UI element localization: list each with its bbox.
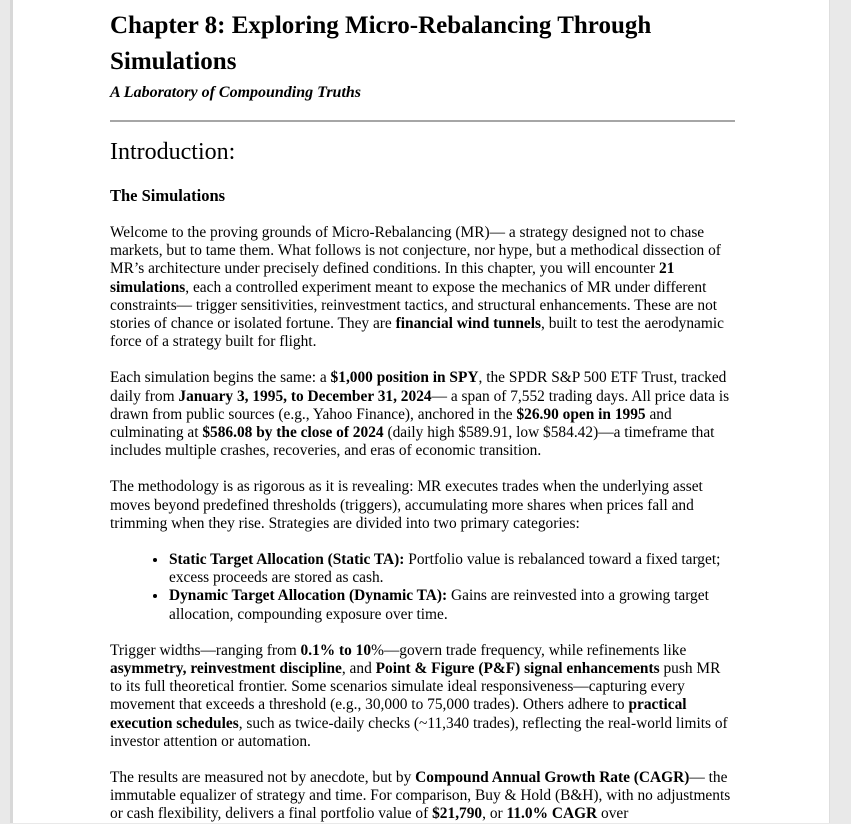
bullet-list [110, 551, 735, 624]
paragraph [110, 224, 735, 351]
paragraph [110, 369, 735, 460]
text-run: , built to test the aerodynamic force of a strategy built for flight. [110, 315, 724, 351]
text-run: Each simulation begins the same: a [110, 369, 331, 387]
bold-text: practical execution schedules [110, 696, 687, 732]
text-run: Portfolio value is rebalanced toward a fixed target; excess proceeds are stored as cash. [169, 551, 721, 587]
chapter-subtitle: A Laboratory of Compounding Truths [110, 84, 362, 101]
text-run: — the immutable equalizer of strategy and time. For comparison, Buy & Hold (B&H), with no adjustments or cash flexibility, delivers a final portfolio value of [110, 769, 731, 823]
chapter-title: Chapter 8: Exploring Micro-Rebalancing Through Simulations [110, 12, 652, 75]
text-run: , and [341, 660, 376, 678]
bold-text: $1,000 position in SPY [330, 369, 479, 387]
document-page [10, 0, 830, 823]
text-run: , the SPDR S&P 500 ETF Trust, tracked daily from [110, 369, 727, 405]
text-run: , or [482, 805, 507, 823]
section-heading: Introduction: [110, 139, 236, 165]
text-run: Trigger widths—ranging from [110, 641, 301, 659]
text-run: , each a controlled experiment meant to expose the mechanics of MR under different constraints— trigger sensitivities, reinvestment tactics, and structural enhancements. These are not stories of chance or isolated fortune. They are [110, 278, 718, 333]
bold-text: asymmetry, reinvestment discipline [110, 660, 342, 678]
document-body [110, 224, 735, 824]
bullet-item [168, 551, 735, 587]
bold-text: $26.90 open in 1995 [516, 405, 646, 423]
bold-text: Static Target Allocation (Static TA): [169, 551, 405, 569]
text-run: The results are measured not by anecdote, but by [110, 769, 416, 787]
text-run: %—govern trade frequency, while refinements like [371, 641, 687, 659]
bold-text: $586.08 by the close of 2024 [202, 424, 384, 442]
text-run: Gains are reinvested into a growing target allocation, compounding exposure over time. [169, 587, 709, 623]
document-content [13, 0, 829, 824]
text-run: , such as twice-daily checks (~11,340 trades), reflecting the real-world limits of investor attention or automation. [110, 714, 728, 750]
bold-text: Dynamic Target Allocation (Dynamic TA): [169, 587, 448, 605]
bold-text: financial wind tunnels [395, 315, 542, 333]
divider-rule [110, 120, 735, 122]
text-run: push MR to its full theoretical frontier. Some scenarios simulate ideal responsiveness—capturing every movement that exceeds a threshold (e.g., 30,000 to 75,000 trades). Others adhere to [110, 660, 721, 714]
text-run: and culminating at [110, 405, 672, 442]
bold-text: $21,790 [432, 805, 483, 823]
text-run: The methodology is as rigorous as it is revealing: MR executes trades when the underlying asset moves beyond predefined thresholds (triggers), accumulating more shares when prices fall and trimming when they rise. Strategies are divided into two primary categories: [110, 478, 703, 532]
subsection-heading: The Simulations [110, 186, 226, 205]
paragraph [110, 769, 735, 824]
bold-text: January 3, 1995, to December 31, 2024 [178, 387, 432, 405]
bold-text: Point & Figure (P&F) signal enhancements [375, 660, 660, 678]
bold-text: 0.1% to 10 [300, 641, 372, 659]
text-run: (daily high $589.91, low $584.42)—a timeframe that includes multiple crashes, recoveries, and eras of economic transition. [110, 424, 715, 460]
paragraph [110, 478, 735, 533]
text-run: — a span of 7,552 trading days. All price data is drawn from public sources (e.g., Yahoo Finance), anchored in the [110, 387, 730, 423]
bold-text: Compound Annual Growth Rate (CAGR) [415, 769, 690, 787]
text-run: over [597, 805, 629, 823]
paragraph [110, 642, 735, 751]
bullet-item [168, 587, 735, 623]
text-run: Welcome to the proving grounds of Micro-Rebalancing (MR)— a strategy designed not to chase markets, but to tame them. What follows is not conjecture, nor hype, but a methodical dissection of MR’s architecture under precisely defined conditions. In this chapter, you will encounter [110, 224, 721, 278]
bold-text: 11.0% CAGR [506, 805, 598, 823]
bold-text: 21 simulations [110, 260, 675, 296]
